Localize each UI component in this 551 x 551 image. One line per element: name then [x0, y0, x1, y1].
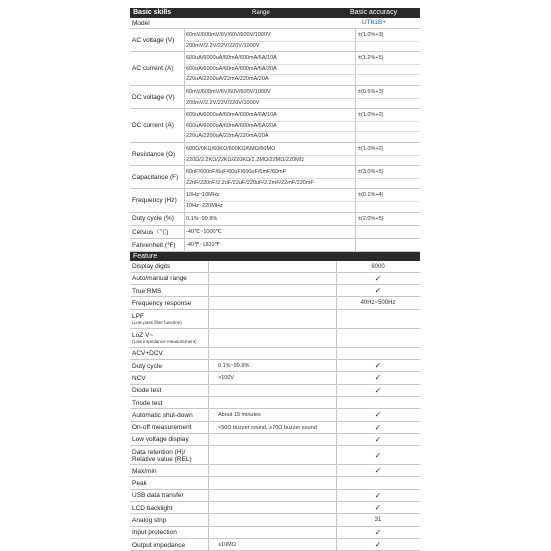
- feature-row: [130, 360, 420, 372]
- skill-label: AC voltage (V): [132, 36, 175, 44]
- feature-name: On-off measurement: [132, 424, 192, 432]
- check-icon: ✓: [374, 373, 382, 383]
- column-divider: [208, 514, 209, 525]
- feature-row: [130, 502, 420, 514]
- skill-row: [130, 143, 420, 166]
- feature-row: [130, 539, 420, 551]
- feature-detail: <50Ω buzzer sound, ≥70Ω buzzer sound: [218, 424, 317, 431]
- accuracy-value: ±(1.0%+2): [358, 145, 384, 152]
- range-value: 22nF/220nF/2.2uF/22uF/220uF/2.2mF/22mF/220mF: [186, 179, 314, 186]
- feature-header-title: Feature: [133, 252, 158, 260]
- spec-sheet: [130, 8, 420, 551]
- feature-label: [132, 502, 172, 514]
- range-value: 600uA/6000uA/60mA/600mA/6A/10A: [186, 112, 277, 119]
- range-value: 600uA/6000uA/60mA/600mA/6A/20A: [186, 122, 277, 129]
- feature-name: ACV+DCV: [132, 350, 163, 358]
- feature-name: Auto/manual range: [132, 275, 187, 283]
- range-value: 600Ω/6KΩ/60KΩ/600KΩ/6MΩ/60MΩ: [186, 145, 276, 152]
- feature-label: [132, 422, 192, 434]
- header-range: Range: [252, 10, 270, 16]
- line-divider: [184, 201, 420, 202]
- range-value: 600uA/6000uA/60mA/600mA/6A/10A: [186, 55, 277, 62]
- feature-label: [132, 372, 146, 384]
- range-value: 220uA/2200uA/22mA/220mA/20A: [186, 76, 269, 83]
- feature-value: 40Hz~500Hz: [360, 300, 396, 307]
- skill-row: [130, 226, 420, 239]
- feature-row: [130, 372, 420, 384]
- feature-name-line2: Relative value (REL): [132, 455, 192, 463]
- range-value: 220uA/2200uA/22mA/220mA/20A: [186, 133, 269, 140]
- check-icon: ✓: [374, 422, 382, 432]
- column-divider: [208, 310, 209, 328]
- feature-label: [132, 446, 192, 465]
- skill-label: Duty cycle (%): [132, 215, 174, 223]
- feature-row: [130, 397, 420, 409]
- column-divider: [208, 385, 209, 396]
- feature-row: [130, 348, 420, 360]
- feature-row: [130, 285, 420, 297]
- skill-label: DC current (A): [132, 122, 174, 130]
- check-icon: ✓: [374, 490, 382, 500]
- feature-note: (Low impedance measurement): [132, 339, 197, 345]
- feature-row: [130, 446, 420, 465]
- feature-label: [132, 297, 191, 309]
- feature-value: 31: [374, 517, 382, 524]
- line-divider: [184, 121, 420, 122]
- feature-row: [130, 409, 420, 421]
- feature-label: [132, 465, 157, 477]
- skill-label: Capacitance (F): [132, 173, 179, 181]
- feature-name: Automatic shut-down: [132, 411, 193, 419]
- column-divider: [184, 226, 185, 238]
- feature-name: Diode test: [132, 387, 162, 395]
- feature-header: [130, 252, 420, 261]
- accuracy-value: ±(0.5%+3): [358, 88, 384, 95]
- column-divider: [208, 348, 209, 359]
- feature-name: True RMS: [132, 287, 162, 295]
- feature-label: [132, 348, 163, 360]
- feature-row: [130, 261, 420, 273]
- feature-name: Low voltage display: [132, 436, 189, 444]
- column-divider: [208, 409, 209, 420]
- range-value: 10Hz~10MHz: [186, 192, 220, 199]
- feature-name: LoZ V~: [132, 332, 154, 340]
- model-label: Model: [132, 19, 150, 27]
- skill-row: [130, 29, 420, 52]
- column-divider: [355, 239, 356, 251]
- check-icon: ✓: [374, 273, 382, 283]
- range-value: 60nF/600nF/6uF/60uF/600uF/6mF/60mF: [186, 169, 286, 176]
- feature-note: (Low pass filter function): [132, 320, 182, 326]
- feature-row: [130, 465, 420, 477]
- column-divider: [355, 109, 356, 142]
- header-accuracy: Basic accuracy: [350, 9, 398, 16]
- feature-detail: About 15 minutes: [218, 412, 261, 419]
- skill-label: Celsius（℃): [132, 229, 169, 237]
- skill-row: [130, 213, 420, 226]
- feature-name: Duty cycle: [132, 362, 162, 370]
- column-divider: [208, 297, 209, 308]
- skill-row: [130, 52, 420, 86]
- line-divider: [184, 178, 420, 179]
- range-value: 60mV/600mV/6V/60V/600V/1000V: [186, 32, 271, 38]
- feature-name: LCD backlight: [132, 504, 173, 512]
- feature-row: [130, 490, 420, 502]
- column-divider: [208, 273, 209, 284]
- feature-row: [130, 434, 420, 446]
- feature-name: Peak: [132, 480, 147, 488]
- feature-value: 6000: [371, 263, 385, 270]
- column-divider: [336, 477, 337, 488]
- basic-skills-header: [130, 8, 420, 18]
- skill-label: Fahrenheit (℉): [132, 241, 176, 249]
- feature-name: Display digits: [132, 263, 171, 271]
- feature-label: [132, 434, 189, 446]
- accuracy-value: ±(1.0%+3): [358, 32, 384, 38]
- feature-detail: ≥10MΩ: [218, 541, 236, 548]
- skill-label: AC current (A): [132, 65, 174, 73]
- column-divider: [208, 527, 209, 538]
- accuracy-value: ±(1.0%+2): [358, 112, 384, 119]
- range-value: -40℃~1000℃: [186, 228, 222, 235]
- column-divider: [208, 329, 209, 347]
- feature-label: [132, 360, 162, 372]
- skill-row: [130, 166, 420, 189]
- feature-label: [132, 273, 187, 285]
- feature-name: LPF: [132, 313, 144, 321]
- feature-label: [132, 310, 182, 329]
- column-divider: [208, 285, 209, 296]
- column-divider: [208, 261, 209, 272]
- column-divider: [208, 490, 209, 501]
- check-icon: ✓: [374, 434, 382, 444]
- line-divider: [184, 155, 420, 156]
- column-divider: [208, 372, 209, 383]
- skill-label: Frequency (Hz): [132, 196, 177, 204]
- feature-name: Data retention (H)/: [132, 448, 186, 456]
- range-value: 220Ω/2.2KΩ/22KΩ/220KΩ/2.2MΩ/22MΩ/220MΩ: [186, 156, 304, 163]
- line-divider: [184, 98, 420, 99]
- accuracy-value: ±(2.0%+5): [358, 215, 384, 222]
- feature-name: Frequency response: [132, 300, 192, 308]
- feature-row: [130, 297, 420, 309]
- column-divider: [355, 213, 356, 225]
- feature-label: [132, 490, 184, 502]
- column-divider: [208, 502, 209, 513]
- feature-label: [132, 397, 162, 409]
- header-title: Basic skills: [133, 9, 172, 16]
- column-divider: [336, 348, 337, 359]
- column-divider: [208, 422, 209, 433]
- check-icon: ✓: [374, 410, 382, 420]
- line-divider: [184, 64, 420, 65]
- column-divider: [355, 226, 356, 238]
- line-divider: [184, 74, 420, 75]
- skill-label: Resistance (Ω): [132, 150, 176, 158]
- feature-label: [132, 527, 177, 539]
- feature-label: [132, 261, 170, 273]
- column-divider: [184, 213, 185, 225]
- feature-label: [132, 539, 185, 551]
- column-divider: [336, 397, 337, 408]
- check-icon: ✓: [374, 502, 382, 512]
- feature-label: [132, 409, 193, 421]
- feature-name: NCV: [132, 374, 146, 382]
- check-icon: ✓: [374, 451, 382, 461]
- check-icon: ✓: [374, 286, 382, 296]
- feature-detail: 0.1%~99.9%: [218, 363, 250, 370]
- line-divider: [184, 131, 420, 132]
- accuracy-value: ±(0.1%+4): [358, 192, 384, 199]
- range-value: 200mV/2.2V/22V/220V/1000V: [186, 99, 260, 106]
- feature-row: [130, 273, 420, 285]
- column-divider: [208, 465, 209, 476]
- feature-label: [132, 514, 166, 526]
- feature-label: [132, 477, 147, 489]
- skill-row: [130, 239, 420, 252]
- range-value: 0.1%~99.9%: [186, 215, 218, 222]
- feature-row: [130, 329, 420, 348]
- check-icon: ✓: [374, 385, 382, 395]
- line-divider: [184, 41, 420, 42]
- feature-name: USB data transfer: [132, 492, 184, 500]
- model-value: UT61B+: [362, 19, 387, 26]
- accuracy-value: ±(3.0%+5): [358, 169, 384, 176]
- skill-row: [130, 86, 420, 109]
- check-icon: ✓: [374, 539, 382, 549]
- column-divider: [208, 446, 209, 464]
- check-icon: ✓: [374, 361, 382, 371]
- feature-row: [130, 310, 420, 329]
- column-divider: [336, 329, 337, 347]
- range-value: 600uA/6000uA/60mA/600mA/6A/20A: [186, 65, 277, 72]
- feature-row: [130, 514, 420, 526]
- feature-detail: >100V: [218, 375, 235, 382]
- column-divider: [336, 310, 337, 328]
- skill-label: DC voltage (V): [132, 93, 175, 101]
- column-divider: [184, 109, 185, 142]
- model-row: [130, 18, 420, 29]
- skill-row: [130, 189, 420, 212]
- feature-row: [130, 477, 420, 489]
- feature-name: Input protection: [132, 529, 177, 537]
- check-icon: ✓: [374, 527, 382, 537]
- column-divider: [208, 539, 209, 550]
- range-value: 200mV/2.2V/22V/220V/1000V: [186, 42, 260, 49]
- range-value: -40℉~1832℉: [186, 241, 220, 248]
- feature-label: [132, 385, 161, 397]
- column-divider: [208, 360, 209, 371]
- feature-row: [130, 422, 420, 434]
- column-divider: [184, 52, 185, 85]
- range-value: 10Hz~220MHz: [186, 202, 223, 209]
- column-divider: [208, 477, 209, 488]
- range-value: 60mV/600mV/6V/60V/600V/1000V: [186, 88, 271, 95]
- accuracy-value: ±(1.2%+5): [358, 55, 384, 62]
- check-icon: ✓: [374, 466, 382, 476]
- feature-name: Output impedance: [132, 541, 186, 549]
- column-divider: [208, 397, 209, 408]
- feature-name: Max/min: [132, 467, 157, 475]
- column-divider: [355, 52, 356, 85]
- feature-name: Analog strip: [132, 516, 167, 524]
- column-divider: [208, 434, 209, 445]
- column-divider: [184, 239, 185, 251]
- skill-row: [130, 109, 420, 143]
- feature-row: [130, 385, 420, 397]
- feature-name: Triode test: [132, 399, 163, 407]
- feature-label: [132, 285, 161, 297]
- feature-row: [130, 527, 420, 539]
- feature-label: [132, 329, 197, 348]
